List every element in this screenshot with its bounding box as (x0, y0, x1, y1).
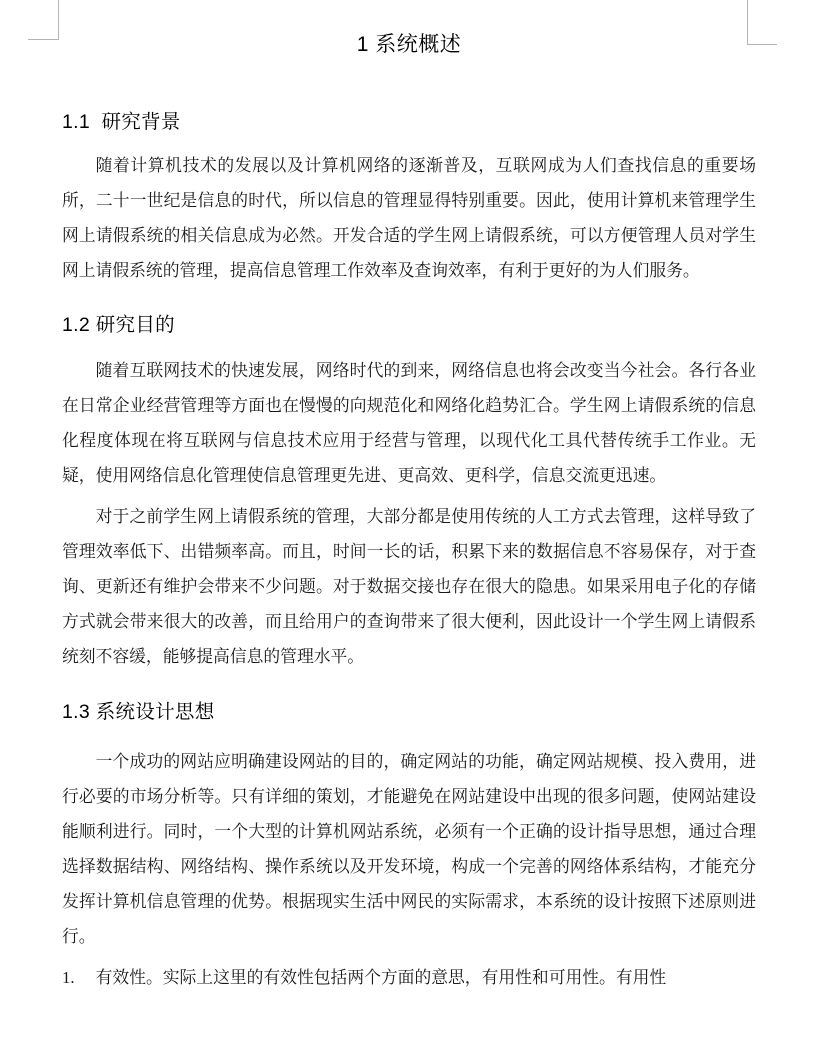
paragraph: 随着互联网技术的快速发展，网络时代的到来，网络信息也将会改变当今社会。各行各业在日常企业经营管理等方面也在慢慢的向规范化和网络化趋势汇合。学生网上请假系统的信息化程度体现在将互联网与信息技术应用于经营与管理，以现代化工具代替传统手工作业。无疑，使用网络信息化管理使信息管理更先进、更高效、更科学，信息交流更迅速。 (62, 361, 756, 485)
section-heading-1-2: 1.2 研究目的 (62, 314, 175, 336)
list-item-marker: 1. (62, 968, 75, 987)
paragraph: 对于之前学生网上请假系统的管理，大部分都是使用传统的人工方式去管理，这样导致了管理效率低下、出错频率高。而且，时间一长的话，积累下来的数据信息不容易保存，对于查询、更新还有维护会带来不少问题。对于数据交接也存在很大的隐患。如果采用电子化的存储方式就会带来很大的改善，而且给用户的查询带来了很大便利，因此设计一个学生网上请假系统刻不容缓，能够提高信息的管理水平。 (62, 507, 756, 666)
list-item-text: 有效性。实际上这里的有效性包括两个方面的意思，有用性和可用性。有用性 (95, 968, 667, 987)
page-corner-mark-top-left (28, 0, 59, 40)
document-content (62, 0, 756, 995)
section-heading-1-3: 1.3 系统设计思想 (62, 701, 215, 723)
paragraph: 一个成功的网站应明确建设网站的目的，确定网站的功能，确定网站规模、投入费用，进行必要的市场分析等。只有详细的策划，才能避免在网站建设中出现的很多问题，使网站建设能顺利进行。同时，一个大型的计算机网站系统，必须有一个正确的设计指导思想，通过合理选择数据结构、网络结构、操作系统以及开发环境，构成一个完善的网络体系结构，才能充分发挥计算机信息管理的优势。根据现实生活中网民的实际需求，本系统的设计按照下述原则进行。 (62, 752, 756, 946)
section-heading-1-1: 1.1 研究背景 (62, 111, 181, 133)
page-bottom-clip (0, 1004, 821, 1064)
paragraph: 随着计算机技术的发展以及计算机网络的逐渐普及，互联网成为人们查找信息的重要场所，二十一世纪是信息的时代，所以信息的管理显得特别重要。因此，使用计算机来管理学生网上请假系统的相关信息成为必然。开发合适的学生网上请假系统，可以方便管理人员对学生网上请假系统的管理，提高信息管理工作效率及查询效率，有利于更好的为人们服务。 (62, 156, 756, 280)
list-item (62, 954, 756, 995)
page-title: 1 系统概述 (356, 33, 462, 56)
